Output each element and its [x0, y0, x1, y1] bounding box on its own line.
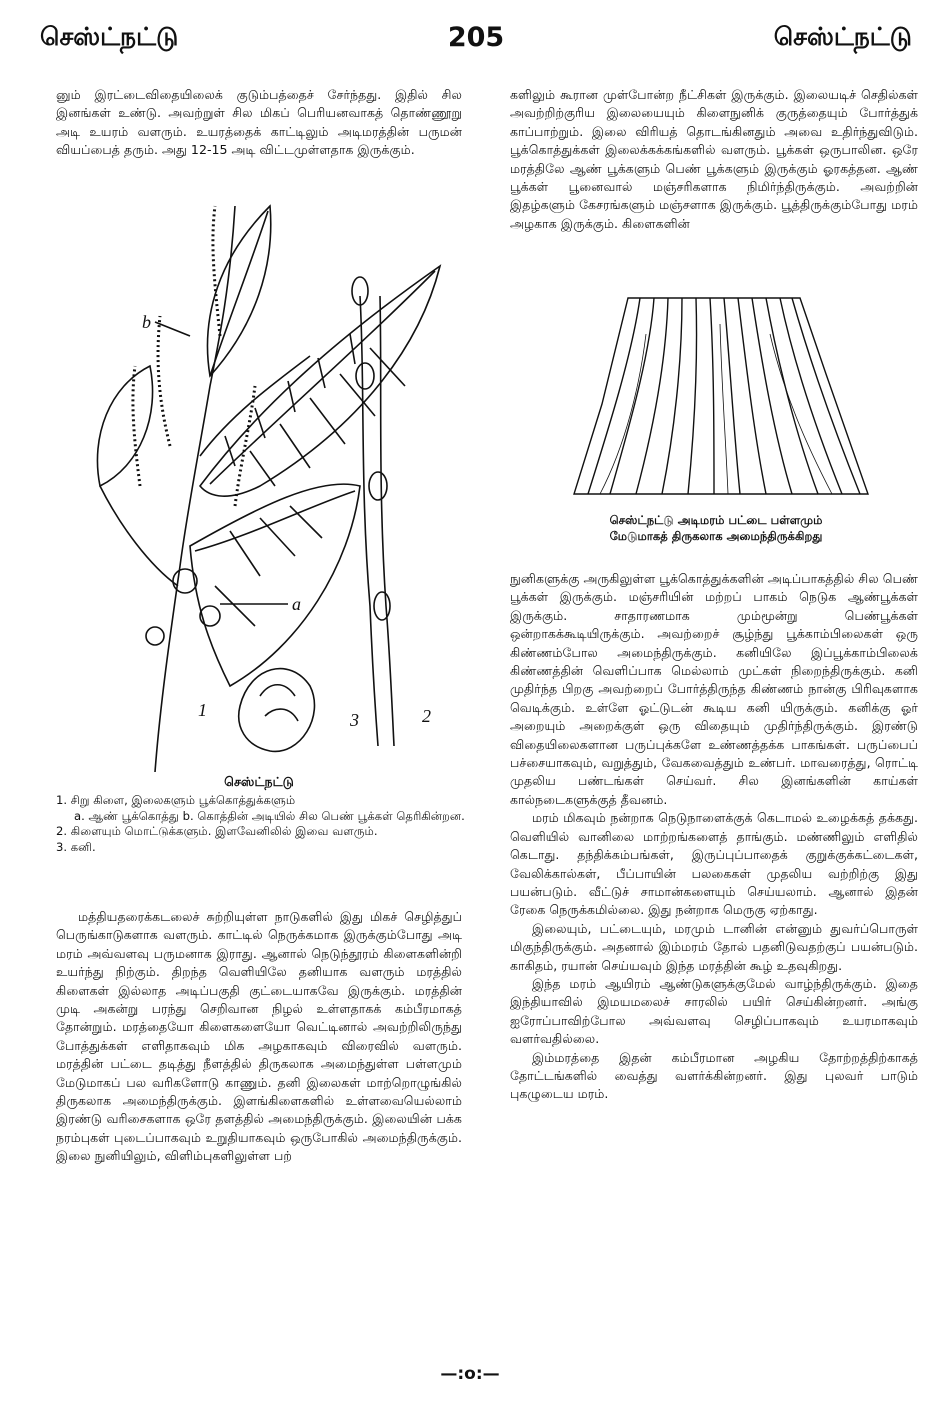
paragraph: இம்மரத்தை இதன் கம்பீரமான அழகிய தோற்றத்திற்காகத் தோட்டங்களில் வைத்து வளர்க்கின்றனர். இது புலவர் பாடும் புகழுடைய மரம்.	[510, 1049, 918, 1102]
legend-item: 2. கிளையும் மொட்டுக்களும். இளவேனிலில் இவை வளரும்.	[56, 824, 378, 839]
paragraph: னும் இரட்டைவிதையிலைக் குடும்பத்தைச் சேர்ந்தது. இதில் சில இனங்கள் உண்டு. அவற்றுள் சில மிகப் பெரியனவாகத் தொண்ணூறு அடி உயரம் வளரும். உயரத்தைக் காட்டிலும் அடிமரத்தின் பருமன் வியப்பைத் தரும். அது 12-15 அடி விட்டமுள்ளதாக இருக்கும்.	[56, 87, 462, 158]
page-number: 205	[447, 22, 505, 53]
right-column-top-text	[510, 86, 918, 233]
figure-label-1: 1	[198, 700, 207, 720]
legend-item: 3. கனி.	[56, 839, 96, 854]
legend-item: a. ஆண் பூக்கொத்து b. கொத்தின் அடியில் சில பெண் பூக்கள் தெரிகின்றன.	[74, 808, 465, 823]
figure-legend	[56, 793, 466, 855]
figure-label-2: 2	[422, 706, 431, 726]
left-column-top-text	[56, 86, 462, 160]
running-title-right: செஸ்ட்நட்டு	[773, 22, 912, 51]
paragraph: மத்தியதரைக்கடலைச் சுற்றியுள்ள நாடுகளில் இது மிகச் செழித்துப் பெருங்காடுகளாக வளரும். காட்டில் நெருக்கமாக இருக்கும்போது அடி மரம் அவ்வளவு பருமனாக இராது. ஆனால் நெடுந்தூரம் கிளைகளின்றி உயர்ந்து நிற்கும். திறந்த வெளியிலே தனியாக வளரும் மரத்தில் கிளைகள் இல்லாத அடிப்பகுதி குட்டையாகவே இருக்கும். மரத்தின் முடி அகன்று பரந்து செறிவான நிழல் உள்ளதாகக் கம்பீரமாகத் தோன்றும். மரத்தையோ கிளைகளையோ வெட்டினால் அவற்றிலிருந்து போத்துக்கள் எளிதாகவும் மிக அழகாகவும் விரைவில் வளரும். மரத்தின் பட்டை தடித்து நீளத்தில் திருகலாக அமைந்துள்ள பள்ளமும் மேடுமாகப் பல வரிகளோடு காணும். தனி இலைகள் மாற்றொழுங்கில் திருகலாக அமைந்திருக்கும். இளங்கிளைகளில் உள்ளவையெல்லாம் இரண்டு வரிசைகளாக ஒரே தளத்தில் அமைந்திருக்கும். இலையின் பக்க நரம்புகள் புடைப்பாகவும் உறுதியாகவும் ஒருபோகில் அமைந்திருக்கும். இலை நுனியிலும், விளிம்புகளிலுள்ள பற்	[56, 909, 462, 1164]
chestnut-bark-illustration	[570, 294, 870, 500]
figure-label-b: b	[142, 312, 151, 332]
paragraph: இந்த மரம் ஆயிரம் ஆண்டுகளுக்குமேல் வாழ்ந்திருக்கும். இதை இந்தியாவில் இமயமலைச் சாரலில் பயிர் செய்கின்றனர். அங்கு ஐரோப்பாவிற்போல அவ்வளவு செழிப்பாகவும் உயரமாகவும் வளர்வதில்லை.	[510, 975, 918, 1047]
paragraph: களிலும் கூரான முள்போன்ற நீட்சிகள் இருக்கும். இலையடிச் செதில்கள் அவற்றிற்குரிய இலையையும் கிளைநுனிக் குருத்தையும் போர்த்துக் காப்பாற்றும். இலை விரியத் தொடங்கினதும் அவை உதிர்ந்துவிடும். பூக்கொத்துக்கள் இலைக்கக்கங்களில் வளரும். பூக்கள் ஒருபாலின. ஒரே மரத்திலே ஆண் பூக்களும் பெண் பூக்களும் இருக்கும் ஓரகத்தன. ஆண் பூக்கள் பூனைவால் மஞ்சரிகளாக நிமிர்ந்திருக்கும். அவற்றின் இதழ்களும் கேசரங்களும் மஞ்சளாக இருக்கும். பூத்திருக்கும்போது மரம் அழகாக இருக்கும். கிளைகளின்	[510, 87, 918, 231]
chestnut-plant-illustration	[60, 186, 460, 772]
figure-title: செஸ்ட்நட்டு	[224, 774, 294, 789]
caption-line: மேடுமாகத் திருகலாக அமைந்திருக்கிறது	[609, 529, 823, 543]
left-column-bottom-text	[56, 908, 462, 1166]
page-footer-ornament: —:o:—	[440, 1364, 500, 1384]
paragraph: இலையும், பட்டையும், மரமும் டானின் என்னும் துவர்ப்பொருள் மிகுந்திருக்கும். அதனால் இம்மரம் தோல் பதனிடுவதற்குப் பயன்படும். காகிதம், ரயான் செய்யவும் இந்த மரத்தின் கூழ் உதவுகிறது.	[510, 920, 918, 973]
bark-drawing-icon	[570, 294, 870, 500]
figure-label-a: a	[292, 594, 301, 614]
paragraph: மரம் மிகவும் நன்றாக நெடுநாளைக்குக் கெடாமல் உழைக்கத் தக்கது. வெளியில் வானிலை மாற்றங்களைத் தாங்கும். மண்ணிலும் எளிதில் கெடாது. தந்திக்கம்பங்கள், இருப்புப்பாதைக் குறுக்குக்கட்டைகள், வேலிக்கால்கள், பீப்பாயின் பலகைகள் முதலிய வற்றிற்கு இது பயன்படும். வீட்டுச் சாமான்களையும் செய்யலாம். ஆனால் இதன் ரேகை நெருக்கமில்லை. இது நன்றாக மெருகு ஏற்காது.	[510, 810, 918, 918]
paragraph: நுனிகளுக்கு அருகிலுள்ள பூக்கொத்துக்களின் அடிப்பாகத்தில் சில பெண் பூக்கள் இருக்கும். மஞ்சரியின் மற்றப் பாகம் நெடுக ஆண்பூக்கள் இருக்கும். சாதாரணமாக மும்மூன்று பெண்பூக்கள் ஒன்றாகக்கூடியிருக்கும். அவற்றைச் சூழ்ந்து பூக்காம்பிலைகள் ஒரு கிண்ணம்போல அமைந்திருக்கும். கனியிலே இப்பூக்காம்பிலைக் கிண்ணத்தின் வெளிப்பாக மெல்லாம் முட்கள் நிறைந்திருக்கும். கனி முதிர்ந்த பிறகு அவற்றைப் போர்த்திருந்த கிண்ணம் நான்கு பிரிவுகளாக வெடிக்கும். உள்ளே ஓட்டுடன் கூடிய கனி யிருக்கும். கனிக்கு ஓர் அறையும் அறைக்குள் ஒரு விதையும் முதிர்ந்திருக்கும். இரண்டு விதையிலைகளான பருப்புக்களே உண்ணத்தக்க பாகங்கள். பருப்பைப் பச்சையாகவும், வறுத்தும், வேகவைத்தும் உண்பர். மாவரைத்து, ரொட்டி முதலிய பண்டங்கள் செய்வர். சில இனங்களின் காய்கள் கால்நடைகளுக்குத் தீவனம்.	[510, 571, 918, 807]
legend-item: 1. சிறு கிளை, இலைகளும் பூக்கொத்துக்களும்	[56, 793, 296, 807]
caption-line: செஸ்ட்நட்டு அடிமரம் பட்டை பள்ளமும்	[609, 513, 823, 527]
bark-figure-caption	[512, 512, 920, 544]
right-column-main-text	[510, 570, 918, 1104]
plant-drawing-icon	[60, 186, 460, 772]
figure-label-3: 3	[350, 710, 359, 730]
page-header	[40, 22, 912, 62]
running-title-left: செஸ்ட்நட்டு	[40, 22, 179, 51]
